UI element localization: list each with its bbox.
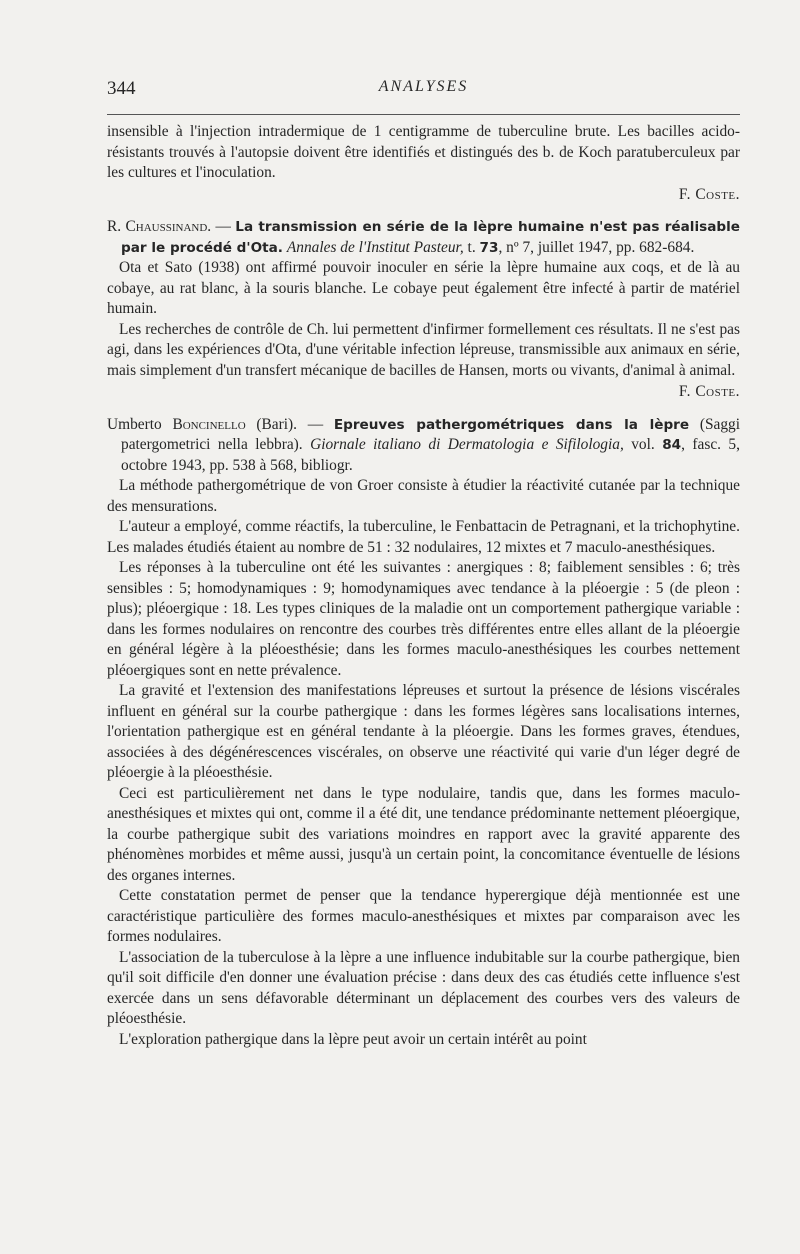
author-text: Umberto Boncinello (Bari).	[107, 415, 297, 433]
header-rule	[107, 114, 740, 115]
review-paragraph: La gravité et l'extension des manifestations lépreuses et surtout la présence de lésions viscérales influent en général sur la courbe pathergique : dans les formes légères sans localisations internes, l'orientation pathergique est en général tendante à la pléoergie. Dans les formes graves, étendues, associées à des dégénérescences viscérales, on observe une réactivité qui varie d'un léger degré de pléoergie à la pléoesthésie.	[107, 682, 740, 781]
review-paragraph: L'exploration pathergique dans la lèpre peut avoir un certain intérêt au point	[119, 1030, 587, 1048]
review-paragraph: Ceci est particulièrement net dans le type nodulaire, tandis que, dans les formes maculo-anesthésiques et mixtes qui ont, comme il a été dit, une tendance prédominante nettement pléoergique, la courbe pathergique subit des variations moindres en rapport avec la gravité apparente des phénomènes morbides et même aussi, jusqu'à un certain point, la concomitance éventuelle de lésions des organes internes.	[107, 784, 740, 884]
review-paragraph: L'auteur a employé, comme réactifs, la tuberculine, le Fenbattacin de Petragnani, et la trichophytine. Les malades étudiés étaient au nombre de 51 : 32 nodulaires, 12 mixtes et 7 maculo-anesthésiques.	[107, 518, 740, 556]
review-paragraph: Les réponses à la tuberculine ont été les suivantes : anergiques : 8; faiblement sensibles : 6; très sensibles : 5; homodynamiques : 9; homodynamiques avec tendance à la pléoergie : 5 (de pleon : plus); pléoergique : 18. Les types cliniques de la maladie ont un comportement pathergique variable : dans les formes nodulaires on rencontre des courbes très différentes entre elles allant de la pléoergie en général légère à la pléoesthésie; dans les formes maculo-anesthésiques les courbes nettement pléoergiques sont en nette prévalence.	[107, 559, 740, 679]
running-title: ANALYSES	[378, 78, 469, 95]
journal-name: Annales de l'Institut Pasteur,	[286, 238, 464, 256]
continued-paragraph: insensible à l'injection intradermique de 1 centigramme de tuberculine brute. Les bacilles acido-résistants trouvés à l'autopsie doivent être identifiés et distingués des b. de Koch paratuberculeux par les cultures et l'inoculation.	[107, 123, 740, 181]
page-header	[107, 78, 740, 108]
page-number: 344	[107, 78, 136, 99]
reference-dash: —	[296, 415, 334, 433]
review-paragraph: L'association de la tuberculose à la lèpre a une influence indubitable sur la courbe pathergique, bien qu'il soit difficile d'en donner une évaluation précise : dans deux des cas étudiés cette influence s'est exercée dans un sens défavorable déterminant un déplacement des courbes vers des valeurs de pléoesthésie.	[107, 948, 740, 1027]
reference-details: , fasc. 5, octobre 1943, pp. 538 à 568, bibliogr.	[121, 436, 740, 474]
page-body	[107, 122, 740, 1050]
review-paragraph: Ota et Sato (1938) ont affirmé pouvoir inoculer en série la lèpre humaine aux coqs, et de là au cobaye, au rat blanc, à la souris blanche. Le cobaye peut également être infecté à partir de matériel humain.	[107, 259, 740, 317]
volume-number: 84	[662, 437, 682, 453]
volume-number: 73	[479, 239, 499, 256]
review-title: La transmission en série de la lèpre humaine n'est pas réalisable par le procédé d'Ota.	[121, 219, 740, 256]
review-paragraph: La méthode pathergométrique de von Groer consiste à étudier la réactivité cutanée par la technique des mensurations.	[107, 477, 740, 515]
review-signature: F. Coste.	[678, 383, 740, 400]
review-author	[107, 416, 297, 433]
journal-name: Giornale italiano di Dermatologia e Sifilologia,	[310, 436, 624, 453]
review-title: Epreuves pathergométriques dans la lèpre	[333, 416, 690, 433]
review-paragraph: Cette constatation permet de penser que la tendance hyperergique déjà mentionnée est une caractéristique particulière des formes maculo-anesthésiques et mixtes par comparaison avec les formes nodulaires.	[107, 887, 740, 945]
review-signature: F. Coste.	[678, 185, 740, 203]
vol-label: vol.	[623, 436, 663, 453]
review-subtitle: (Saggi patergometrici nella lebbra).	[121, 415, 741, 453]
review-reference	[107, 415, 740, 477]
reference-dash: —	[211, 218, 236, 235]
review-reference	[107, 217, 740, 258]
reference-details: , nº 7, juillet 1947, pp. 682-684.	[498, 238, 695, 256]
review-paragraph: Les recherches de contrôle de Ch. lui permettent d'infirmer formellement ces résultats. Il ne s'est pas agi, dans les expériences d'Ota, d'une véritable infection lépreuse, transmissible aux animaux en série, mais simplement d'un transfert mécanique de bacilles de Hansen, morts ou vivants, d'animal à animal.	[107, 320, 740, 379]
tome-label: t.	[463, 238, 480, 256]
review-author: R. Chaussinand.	[107, 218, 212, 235]
